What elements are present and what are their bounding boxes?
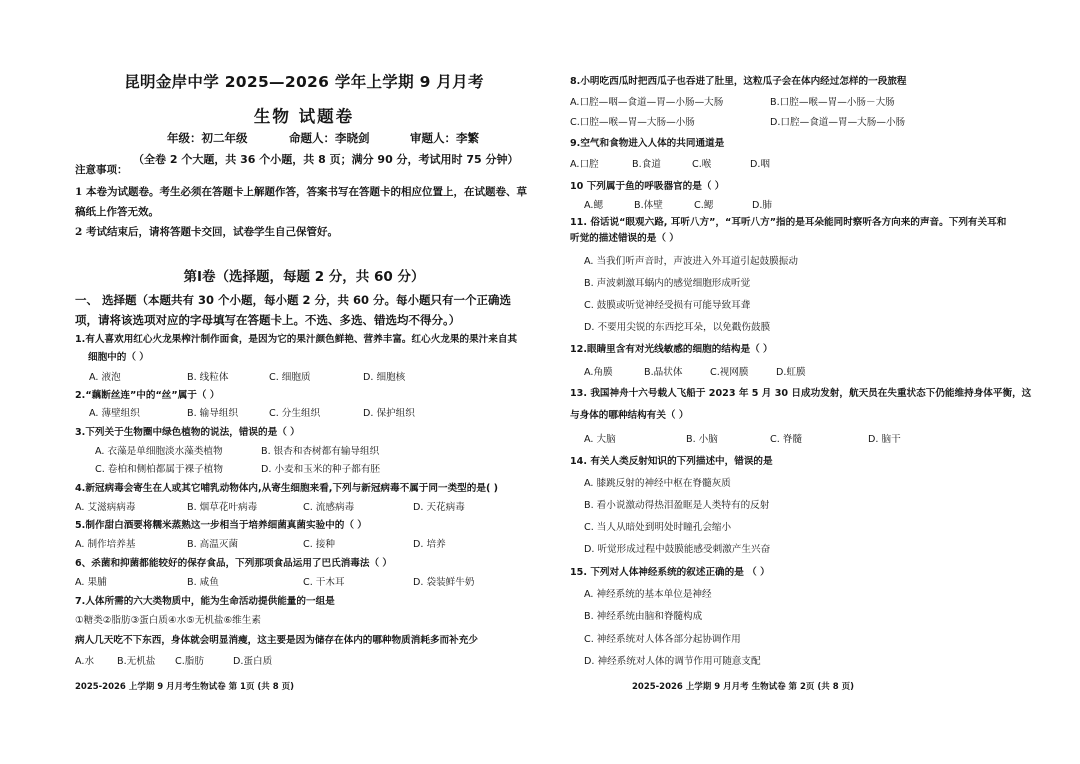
q6-option-d: D. 袋装鲜牛奶 [413, 577, 475, 588]
q6-option-c: C. 干木耳 [303, 577, 345, 588]
q3-option-d: D. 小麦和玉米的种子都有胚 [261, 464, 381, 475]
q13-option-d: D. 脑干 [868, 434, 901, 445]
q7-items: ①糖类②脂肪③蛋白质④水⑤无机盐⑥维生素 [75, 615, 261, 626]
q1-option-d: D. 细胞核 [363, 372, 406, 383]
question-6: 6、杀菌和抑菌都能较好的保存食品，下列那项食品运用了巴氏消毒法（ ） [75, 558, 393, 569]
question-4: 4.新冠病毒会寄生在人或其它哺乳动物体内,从寄生细胞来看,下列与新冠病毒不属于同一类型的是( ) [75, 483, 499, 494]
q4-option-b: B. 烟草花叶病毒 [187, 502, 258, 513]
notes-heading: 注意事项： [75, 164, 128, 176]
q12-option-a: A.角膜 [584, 367, 613, 378]
question-5: 5.制作甜白酒要将糯米蒸熟这一步相当于培养细菌真菌实验中的（ ） [75, 520, 367, 531]
q13-option-c: C. 脊髓 [770, 434, 802, 445]
q4-option-a: A. 艾滋病病毒 [75, 502, 136, 513]
question-12: 12.眼睛里含有对光线敏感的细胞的结构是（ ） [570, 344, 773, 355]
q13-option-a: A. 大脑 [584, 434, 616, 445]
q10-option-c: C.鳃 [694, 200, 714, 211]
question-7-cont: 病人几天吃不下东西，身体就会明显消瘦，这主要是因为储存在体内的哪种物质消耗多而补充少 [75, 635, 478, 646]
author-label: 命题人：李晓剑 [289, 131, 370, 145]
q2-option-c: C. 分生组织 [269, 408, 321, 419]
question-8: 8.小明吃西瓜时把西瓜子也吞进了肚里，这粒瓜子会在体内经过怎样的一段旅程 [570, 76, 907, 87]
q5-option-d: D. 培养 [413, 539, 446, 550]
q9-option-c: C.喉 [692, 159, 712, 170]
q7-option-c: C.脂肪 [175, 656, 204, 667]
q9-option-b: B.食道 [632, 159, 661, 170]
question-9: 9.空气和食物进入人体的共同通道是 [570, 138, 725, 149]
q12-option-d: D.虹膜 [776, 367, 806, 378]
question-11: 11. 俗话说“眼观六路, 耳听八方”，“耳听八方”指的是耳朵能同时察听各方向来的声音。下列有关耳和 [570, 217, 1007, 228]
question-13-cont: 与身体的哪种结构有关（ ） [570, 410, 689, 421]
q7-option-d: D.蛋白质 [233, 656, 273, 667]
q10-option-b: B.体壁 [634, 200, 663, 211]
q15-option-b: B. 神经系统由脑和脊髓构成 [584, 611, 703, 622]
q11-option-c: C. 鼓膜或听觉神经受损有可能导致耳聋 [584, 300, 751, 311]
q9-option-a: A.口腔 [570, 159, 599, 170]
q3-option-c: C. 卷柏和侧柏都属于裸子植物 [95, 464, 223, 475]
q2-option-d: D. 保护组织 [363, 408, 415, 419]
question-2: 2.“藕断丝连”中的“丝”属于（ ） [75, 390, 220, 401]
q5-option-c: C. 接种 [303, 539, 335, 550]
q11-option-b: B. 声波刺激耳蜗内的感觉细胞形成听觉 [584, 278, 751, 289]
reviewer-label: 审题人：李繁 [410, 131, 479, 145]
q8-option-b: B.口腔—喉—胃—小肠－大肠 [770, 97, 895, 108]
q8-option-d: D.口腔—食道—胃—大肠—小肠 [770, 117, 906, 128]
q1-option-b: B. 线粒体 [187, 372, 229, 383]
q14-option-b: B. 看小说激动得热泪盈眶是人类特有的反射 [584, 500, 770, 511]
q8-option-a: A.口腔—咽—食道—胃—小肠—大肠 [570, 97, 724, 108]
q11-option-a: A. 当我们听声音时，声波进入外耳道引起鼓膜振动 [584, 256, 798, 267]
q4-option-d: D. 天花病毒 [413, 502, 465, 513]
question-10: 10 下列属于鱼的呼吸器官的是（ ） [570, 181, 725, 192]
note-1: 1 本卷为试题卷。考生必须在答题卡上解题作答，答案书写在答题卡的相应位置上，在试题卷、草稿纸上作答无效。 [75, 186, 527, 218]
question-14: 14. 有关人类反射知识的下列描述中，错误的是 [570, 456, 773, 467]
question-3: 3.下列关于生物圈中绿色植物的说法，错误的是（ ） [75, 427, 300, 438]
question-7: 7.人体所需的六大类物质中，能为生命活动提供能量的一组是 [75, 596, 335, 607]
page-1-footer: 2025-2026 上学期 9 月月考生物试卷 第 1页 (共 8 页) [75, 682, 295, 692]
q1-option-a: A. 液泡 [89, 372, 121, 383]
q12-option-b: B.晶状体 [644, 367, 683, 378]
q12-option-c: C.视网膜 [710, 367, 749, 378]
q14-option-c: C. 当人从暗处到明处时瞳孔会缩小 [584, 522, 732, 533]
q3-option-a: A. 衣藻是单细胞淡水藻类植物 [95, 446, 223, 457]
q7-option-b: B.无机盐 [117, 656, 156, 667]
note-2: 2 考试结束后，请将答题卡交回，试卷学生自己保管好。 [75, 226, 338, 238]
question-1: 1.有人喜欢用红心火龙果榨汁制作面食，是因为它的果汁颜色鲜艳、营养丰富。红心火龙果的果汁来自其 [75, 334, 518, 345]
q10-option-a: A.鳃 [584, 200, 604, 211]
q5-option-a: A. 制作培养基 [75, 539, 136, 550]
section-instruction: 一、 选择题（本题共有 30 个小题，每小题 2 分，共 60 分。每小题只有一个正确选项，请将该选项对应的字母填写在答题卡上。不选、多选、错选均不得分。） [75, 293, 512, 327]
q13-option-b: B. 小脑 [686, 434, 718, 445]
q4-option-c: C. 流感病毒 [303, 502, 355, 513]
q8-option-c: C.口腔—喉—胃—大肠—小肠 [570, 117, 695, 128]
q15-option-c: C. 神经系统对人体各部分起协调作用 [584, 634, 741, 645]
q10-option-d: D.肺 [752, 200, 773, 211]
q3-option-b: B. 银杏和杏树都有输导组织 [261, 446, 380, 457]
question-13: 13. 我国神舟十六号载人飞船于 2023 年 5 月 30 日成功发射，航天员在失重状态下仍能维持身体平衡，这 [570, 388, 1032, 399]
q2-option-a: A. 薄壁组织 [89, 408, 140, 419]
question-11-cont: 听觉的描述错误的是（ ） [570, 233, 679, 244]
section-title: 第Ⅰ卷（选择题，每题 2 分，共 60 分） [183, 269, 425, 285]
q6-option-b: B. 咸鱼 [187, 577, 219, 588]
q14-option-a: A. 膝跳反射的神经中枢在脊髓灰质 [584, 478, 731, 489]
question-1-cont: 细胞中的（ ） [88, 352, 149, 363]
q9-option-d: D.咽 [750, 159, 771, 170]
q11-option-d: D. 不要用尖锐的东西挖耳朵，以免戳伤鼓膜 [584, 322, 771, 333]
q15-option-a: A. 神经系统的基本单位是神经 [584, 589, 712, 600]
grade-label: 年级：初二年级 [167, 131, 248, 145]
exam-intro: （全卷 2 个大题，共 36 个小题，共 8 页；满分 90 分，考试用时 75 分钟） [133, 153, 519, 166]
q7-option-a: A.水 [75, 656, 95, 667]
q14-option-d: D. 听觉形成过程中鼓膜能感受刺激产生兴奋 [584, 544, 771, 555]
q15-option-d: D. 神经系统对人体的调节作用可随意支配 [584, 656, 761, 667]
exam-title: 昆明金岸中学 2025—2026 学年上学期 9 月月考 [124, 73, 484, 91]
page-2-footer: 2025-2026 上学期 9 月月考 生物试卷 第 2页 (共 8 页) [632, 682, 854, 692]
page-1 [75, 0, 533, 764]
q5-option-b: B. 高温灭菌 [187, 539, 239, 550]
q1-option-c: C. 细胞质 [269, 372, 311, 383]
question-15: 15. 下列对人体神经系统的叙述正确的是 （ ） [570, 567, 770, 578]
exam-subtitle: 生物 试题卷 [253, 107, 355, 126]
page-2 [570, 0, 1040, 764]
q2-option-b: B. 输导组织 [187, 408, 239, 419]
q6-option-a: A. 果脯 [75, 577, 107, 588]
